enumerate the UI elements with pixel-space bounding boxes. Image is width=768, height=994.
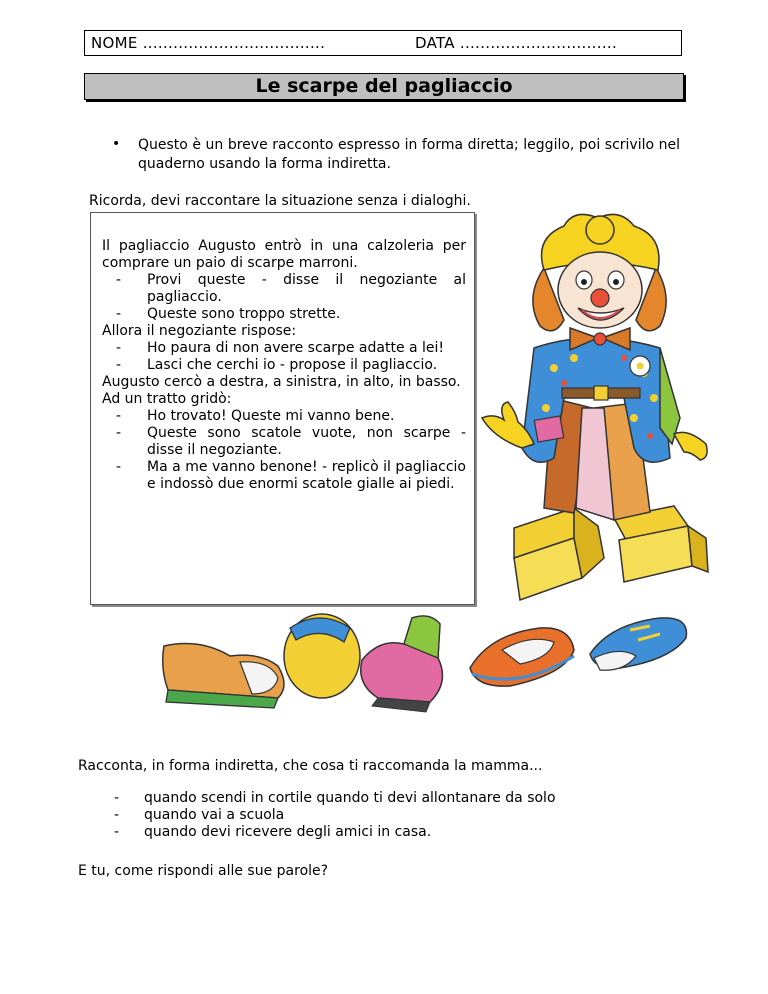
story-narration: Allora il negoziante rispose: (102, 323, 297, 339)
task2-prompt: Racconta, in forma indiretta, che cosa ti raccomanda la mamma... (78, 758, 543, 774)
data-field[interactable]: DATA ............................... (415, 34, 618, 52)
shoe-box-left (514, 508, 604, 600)
story-dialogue: - Queste sono troppo strette. (116, 306, 341, 322)
shoe-brown (163, 644, 284, 708)
shoe-pink-green (361, 616, 443, 712)
shoe-orange (470, 628, 574, 686)
list-item: - quando scendi in cortile quando ti devi allontanare da solo (114, 790, 556, 806)
task2-list (114, 790, 556, 841)
shoe-blue (590, 618, 686, 670)
story-narration: Ad un tratto gridò: (102, 391, 232, 407)
story-dialogue: - Lasci che cerchi io - propose il pagliaccio. (116, 357, 438, 373)
shoe-yellow (284, 614, 360, 698)
story-dialogue: - Ho trovato! Queste mi vanno bene. (116, 408, 395, 424)
closing-question: E tu, come rispondi alle sue parole? (78, 863, 329, 879)
reminder-text: Ricorda, devi raccontare la situazione senza i dialoghi. (89, 193, 471, 209)
instruction-text: Questo è un breve racconto espresso in forma diretta; leggilo, poi scrivilo nel quaderno usando la forma indiretta. (138, 137, 680, 172)
page-title: Le scarpe del pagliaccio (84, 73, 684, 100)
story-narration: Il pagliaccio Augusto entrò in una calzoleria per comprare un paio di scarpe marroni. (102, 238, 466, 271)
story-dialogue: - Provi queste - disse il negoziante al pagliaccio. (116, 272, 466, 305)
nome-field[interactable]: NOME .................................... (91, 34, 326, 52)
flower-icon (630, 356, 650, 376)
story-dialogue: - Ma a me vanno benone! - replicò il pagliaccio e indossò due enormi scatole gialle ai piedi. (116, 459, 466, 492)
story-text (102, 238, 466, 493)
story-dialogue: - Ho paura di non avere scarpe adatte a lei! (116, 340, 445, 356)
header-box (84, 30, 682, 56)
clown-illustration (474, 208, 734, 608)
list-item: - quando vai a scuola (114, 807, 285, 823)
story-narration: Augusto cercò a destra, a sinistra, in alto, in basso. (102, 374, 461, 390)
bullet-icon: • (112, 136, 121, 152)
list-item: - quando devi ricevere degli amici in casa. (114, 824, 432, 840)
shoes-illustration (150, 598, 720, 718)
story-dialogue: - Queste sono scatole vuote, non scarpe - disse il negoziante. (116, 425, 466, 458)
